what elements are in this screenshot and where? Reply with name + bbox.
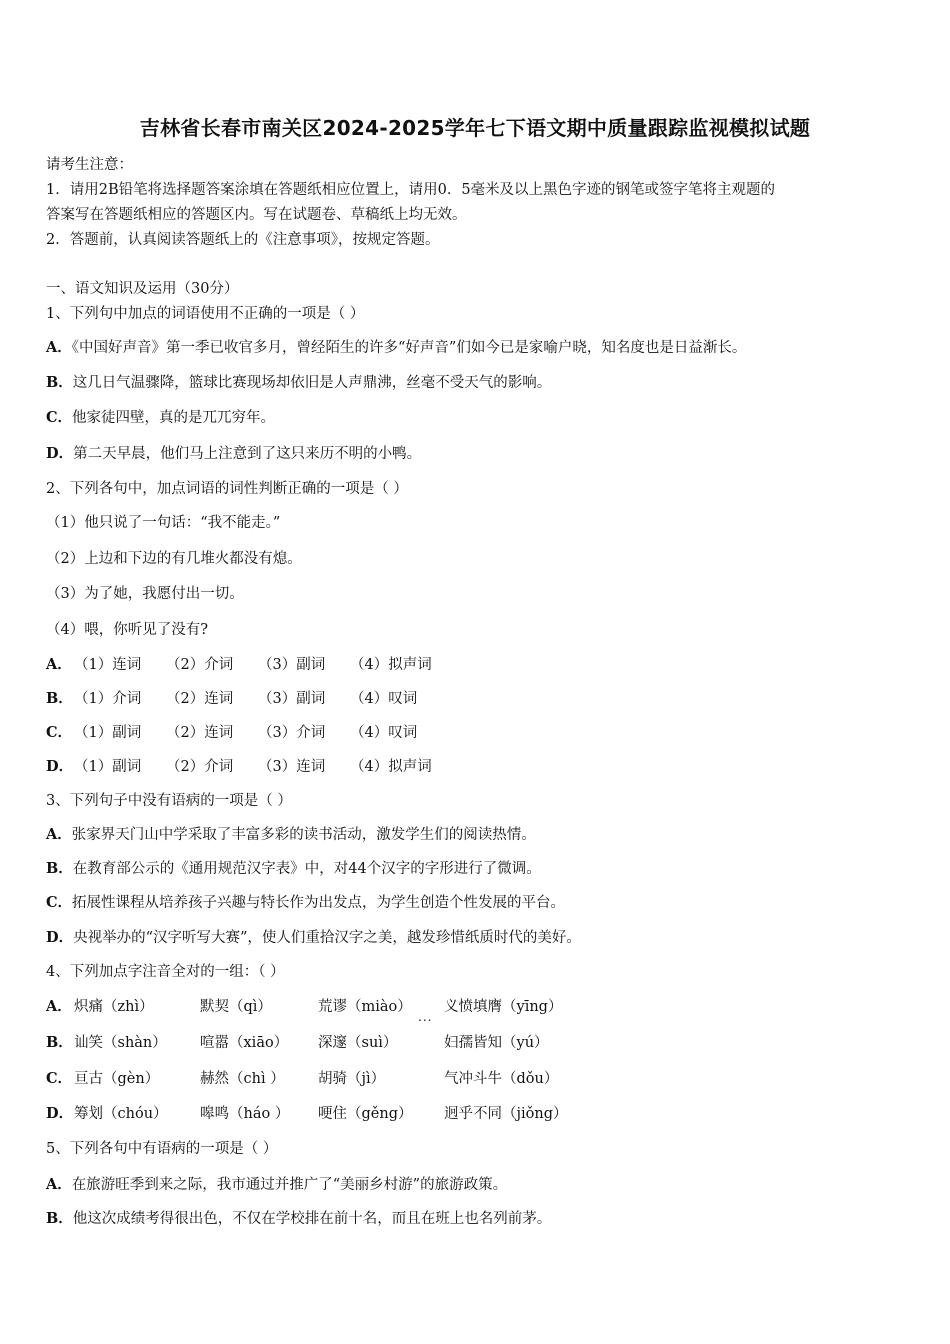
option-label: A． bbox=[46, 826, 72, 843]
question-3-option-b bbox=[46, 857, 541, 878]
question-3-option-d bbox=[46, 926, 581, 947]
option-part: 哽住（gěng） bbox=[318, 1106, 413, 1122]
option-label: C． bbox=[46, 1070, 73, 1087]
question-5-option-b bbox=[46, 1207, 551, 1228]
option-part: （1）副词 bbox=[74, 759, 142, 775]
option-part: （4）拟声词 bbox=[350, 657, 432, 673]
option-label: D． bbox=[46, 929, 74, 946]
option-part: （4）拟声词 bbox=[350, 759, 432, 775]
option-part: 筹划（chóu） bbox=[74, 1106, 168, 1122]
option-part: （2）介词 bbox=[166, 759, 234, 775]
option-text: 张家界天门山中学采取了丰富多彩的读书活动，激发学生们的阅读热情。 bbox=[71, 827, 536, 843]
question-3-option-c bbox=[46, 891, 565, 912]
question-5-option-a bbox=[46, 1173, 507, 1194]
question-1-option-d bbox=[46, 442, 421, 463]
option-part: （3）副词 bbox=[258, 691, 326, 707]
option-label: B． bbox=[46, 860, 73, 877]
option-part: （3）副词 bbox=[258, 657, 326, 673]
question-5-stem: 5、下列各句中有语病的一项是（ ） bbox=[46, 1141, 278, 1157]
option-part: 嗥鸣（háo ） bbox=[200, 1106, 290, 1122]
option-label: B． bbox=[46, 1034, 73, 1051]
option-part: 胡骑（jì） bbox=[318, 1071, 386, 1087]
option-text: 《中国好声音》第一季已收官多月，曾经陌生的许多“好声音”们如今已是家喻户晓，知名度也是日益渐长。 bbox=[71, 340, 747, 356]
question-2-sentence-4: （4）喂，你听见了没有? bbox=[46, 622, 208, 638]
page-title: 吉林省长春市南关区2024-2025学年七下语文期中质量跟踪监视模拟试题 bbox=[139, 116, 811, 140]
option-part: 迥乎不同（jiǒng） bbox=[444, 1106, 568, 1122]
option-text: 这几日气温骤降，篮球比赛现场却依旧是人声鼎沸，丝毫不受天气的影响。 bbox=[72, 375, 552, 391]
option-part: （2）连词 bbox=[166, 691, 234, 707]
option-text: 他家徒四壁，真的是兀兀穷年。 bbox=[72, 410, 276, 426]
emphasis-dots: ... bbox=[418, 1010, 433, 1024]
option-part: （4）叹词 bbox=[350, 691, 418, 707]
option-label: A． bbox=[46, 339, 72, 356]
question-3-stem: 3、下列句子中没有语病的一项是（ ） bbox=[46, 793, 292, 809]
option-part: 义愤填膺（yīng） bbox=[444, 999, 563, 1015]
option-part: 荒谬（miào） bbox=[318, 999, 412, 1015]
option-label: C． bbox=[46, 894, 73, 911]
section-heading: 一、语文知识及运用（30分） bbox=[46, 281, 239, 297]
option-part: 亘古（gèn） bbox=[74, 1071, 160, 1087]
option-label: C． bbox=[46, 409, 73, 426]
question-1-option-a bbox=[46, 336, 746, 357]
option-part: （4）叹词 bbox=[350, 725, 418, 741]
notice-item-1-cont: 答案写在答题纸相应的答题区内。写在试题卷、草稿纸上均无效。 bbox=[46, 207, 467, 223]
option-text: 他这次成绩考得很出色，不仅在学校排在前十名，而且在班上也名列前茅。 bbox=[72, 1211, 552, 1227]
question-4-option-c bbox=[46, 1067, 558, 1088]
question-2-stem: 2、下列各句中，加点词语的词性判断正确的一项是（ ） bbox=[46, 481, 408, 497]
option-label: D． bbox=[46, 1105, 74, 1122]
question-2-option-c bbox=[46, 721, 417, 742]
option-text: 拓展性课程从培养孩子兴趣与特长作为出发点，为学生创造个性发展的平台。 bbox=[72, 895, 566, 911]
option-label: B． bbox=[46, 1210, 73, 1227]
question-4-option-b bbox=[46, 1031, 549, 1052]
option-part: 妇孺皆知（yú） bbox=[444, 1035, 549, 1051]
question-4-stem: 4、下列加点字注音全对的一组：（ ） bbox=[46, 964, 285, 980]
question-2-sentence-1: （1）他只说了一句话：“我不能走。” bbox=[46, 515, 281, 531]
option-part: （3）连词 bbox=[258, 759, 326, 775]
question-4-option-d bbox=[46, 1102, 567, 1123]
option-label: A． bbox=[46, 998, 72, 1015]
notice-item-1: 1．请用2B铅笔将选择题答案涂填在答题纸相应位置上，请用0．5毫米及以上黑色字迹的钢笔或签字笔将主观题的 bbox=[46, 182, 776, 198]
option-label: D． bbox=[46, 758, 74, 775]
question-2-sentence-3: （3）为了她，我愿付出一切。 bbox=[46, 586, 244, 602]
option-label: B． bbox=[46, 374, 73, 391]
option-part: 深邃（suì） bbox=[318, 1035, 398, 1051]
option-part: 喧嚣（xiāo） bbox=[200, 1035, 289, 1051]
option-label: A． bbox=[46, 656, 72, 673]
option-part: 赫然（chì ） bbox=[200, 1071, 285, 1087]
option-text: 在教育部公示的《通用规范汉字表》中，对44个汉字的字形进行了微调。 bbox=[72, 861, 541, 877]
question-3-option-a bbox=[46, 823, 536, 844]
option-part: （1）介词 bbox=[74, 691, 142, 707]
option-label: C． bbox=[46, 724, 73, 741]
option-part: 默契（qì） bbox=[200, 999, 272, 1015]
question-2-sentence-2: （2）上边和下边的有几堆火都没有熄。 bbox=[46, 551, 302, 567]
question-2-option-b bbox=[46, 687, 417, 708]
option-part: （2）连词 bbox=[166, 725, 234, 741]
question-4-option-a bbox=[46, 995, 562, 1016]
option-part: 炽痛（zhì） bbox=[74, 999, 154, 1015]
option-text: 央视举办的“汉字听写大赛”，使人们重拾汉字之美，越发珍惜纸质时代的美好。 bbox=[73, 930, 581, 946]
option-part: （3）介词 bbox=[258, 725, 326, 741]
question-2-option-a bbox=[46, 653, 432, 674]
question-1-option-c bbox=[46, 406, 275, 427]
option-part: 气冲斗牛（dǒu） bbox=[444, 1071, 559, 1087]
question-1-stem: 1、下列句中加点的词语使用不正确的一项是（ ） bbox=[46, 306, 365, 322]
question-2-option-d bbox=[46, 755, 432, 776]
option-text: 第二天早晨，他们马上注意到了这只来历不明的小鸭。 bbox=[73, 446, 422, 462]
notice-item-2: 2．答题前，认真阅读答题纸上的《注意事项》，按规定答题。 bbox=[46, 232, 440, 248]
option-part: （1）副词 bbox=[74, 725, 142, 741]
option-text: 在旅游旺季到来之际，我市通过并推广了“美丽乡村游”的旅游政策。 bbox=[71, 1177, 508, 1193]
option-label: B． bbox=[46, 690, 73, 707]
question-1-option-b bbox=[46, 371, 551, 392]
option-label: A． bbox=[46, 1176, 72, 1193]
option-part: （1）连词 bbox=[74, 657, 142, 673]
option-part: （2）介词 bbox=[166, 657, 234, 673]
option-label: D． bbox=[46, 445, 74, 462]
option-part: 讪笑（shàn） bbox=[74, 1035, 167, 1051]
notice-heading: 请考生注意： bbox=[46, 157, 133, 173]
